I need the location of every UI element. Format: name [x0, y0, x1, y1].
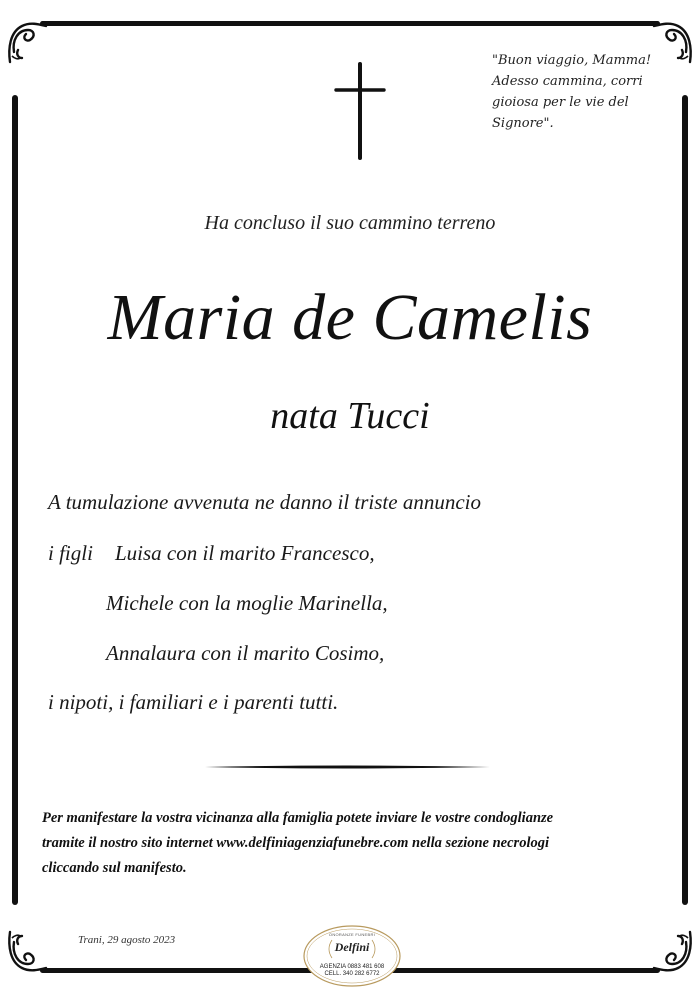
divider-line [205, 754, 490, 758]
cross-icon [333, 62, 387, 160]
intro-text: Ha concluso il suo cammino terreno [204, 212, 496, 234]
logo-brand: Delfini [334, 940, 370, 954]
notice-line: tramite il nostro sito internet www.delfiniagenziafunebre.com nella sezione necrologi [42, 835, 549, 851]
frame-top-border [40, 21, 660, 26]
dedication-quote [492, 50, 662, 134]
child-entry: Annalaura con il marito Cosimo, [106, 641, 385, 665]
condolence-notice [42, 806, 672, 881]
funeral-agency-logo [302, 924, 402, 988]
child-entry: Luisa con il marito Francesco, [115, 541, 375, 565]
date-place: Trani, 29 agosto 2023 [78, 934, 176, 946]
quote-line: gioiosa per le vie del [492, 95, 629, 110]
quote-line: "Buon viaggio, Mamma! [492, 53, 652, 68]
corner-ornament-bottom-left [4, 928, 52, 976]
logo-agency-phone: AGENZIA 0883 481 608 [319, 964, 385, 970]
relatives-line: i nipoti, i familiari e i parenti tutti. [48, 690, 339, 714]
child-entry: Michele con la moglie Marinella, [106, 591, 388, 615]
announcement-lead: A tumulazione avvenuta ne danno il triste annuncio [48, 490, 481, 514]
notice-line: Per manifestare la vostra vicinanza alla famiglia potete inviare le vostre condoglianze [42, 810, 554, 826]
corner-ornament-top-left [4, 18, 52, 66]
corner-ornament-bottom-right [648, 928, 696, 976]
quote-line: Signore". [492, 116, 554, 131]
quote-line: Adesso cammina, corri [492, 74, 643, 89]
logo-tagline: ONORANZE FUNEBRI [328, 932, 376, 937]
deceased-name: Maria de Camelis [107, 281, 593, 354]
logo-cell-phone: CELL. 340 282 6772 [324, 971, 380, 977]
maiden-name: nata Tucci [270, 395, 430, 437]
children-label: i figli [48, 541, 93, 565]
notice-line: cliccando sul manifesto. [42, 860, 187, 876]
